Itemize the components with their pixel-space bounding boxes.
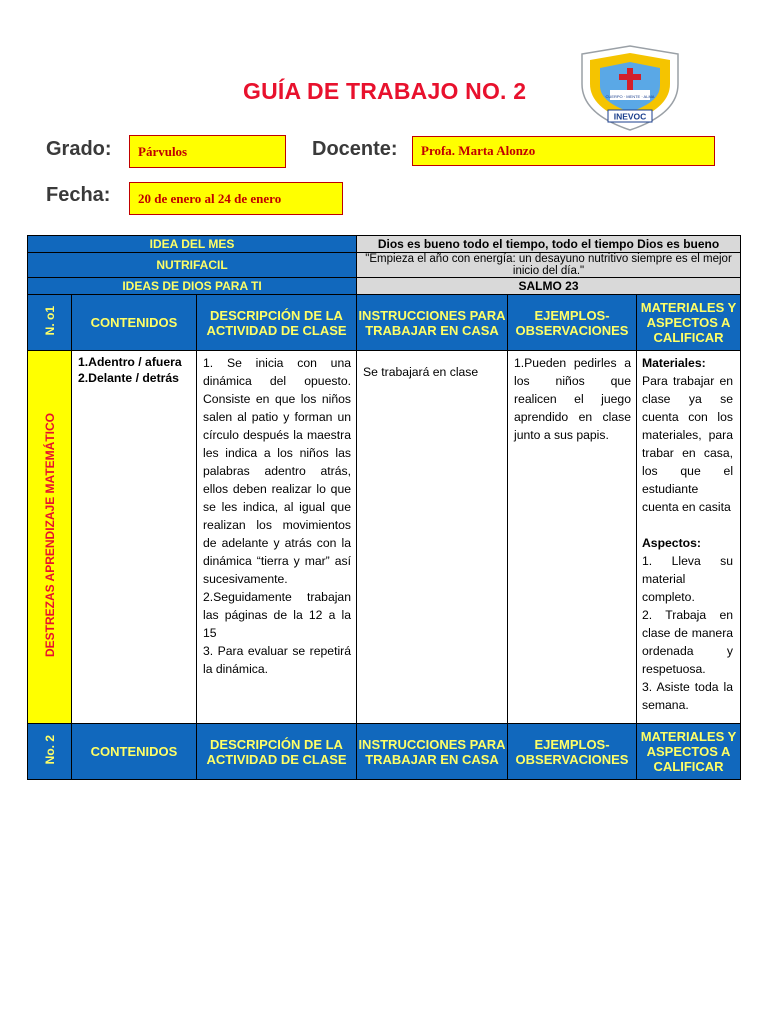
materiales-title: Materiales: [642,356,706,370]
row-number-label-2: No. 2 [42,735,57,765]
aspecto-item-3: 3. Asiste toda la semana. [642,680,734,712]
instrucciones-text: Se trabajará en clase [363,365,479,379]
materiales-text: Para trabajar en clase ya se cuenta con los materiales, para trabar en casa, los que el estudiante cuenta en casita [642,374,734,514]
side-label-cell [28,351,72,724]
aspecto-item-2: 2. Trabaja en clase de manera ordenada y respetuosa. [642,608,734,676]
descripcion-cell [197,351,357,724]
school-logo [570,44,690,134]
ideas-dios-label: IDEAS DE DIOS PARA TI [28,278,357,295]
descripcion-step-1: 1. Se inicia con una dinámica del opuesto. Consiste en que los niños salen al patio y forman un círculo después la maestra les indica a los niños las palabras adentro atrás, ellos deben realizar lo que se les indica, al igual que realizan los movimientos de adelante y atrás con la dinámica “tierra y mar” así sucesivamente. [203,356,351,586]
materiales-cell [637,351,741,724]
descripcion-step-2: 2.Seguidamente trabajan las páginas de la 12 a la 15 [203,590,351,640]
idea-mes-value: Dios es bueno todo el tiempo, todo el tiempo Dios es bueno [357,236,741,253]
row-number-header-1 [28,295,72,351]
work-guide-table [27,235,741,780]
grado-field[interactable]: Párvulos [129,135,286,168]
logo-motto: CUERPO · MENTE · ALMA [605,94,655,99]
ejemplos-cell [508,351,637,724]
instrucciones-cell [357,351,508,724]
idea-mes-label: IDEA DEL MES [28,236,357,253]
header-descripcion-2: DESCRIPCIÓN DE LA ACTIVIDAD DE CLASE [197,724,357,780]
contenido-item-2: 2.Delante / detrás [78,371,179,385]
fecha-field[interactable]: 20 de enero al 24 de enero [129,182,343,215]
contenidos-cell [72,351,197,724]
header-contenidos-2: CONTENIDOS [72,724,197,780]
header-instrucciones: INSTRUCCIONES PARA TRABAJAR EN CASA [357,295,508,351]
contenido-item-1: 1.Adentro / afuera [78,355,182,369]
grado-label: Grado: [46,138,112,160]
docente-field[interactable]: Profa. Marta Alonzo [412,136,715,166]
row-number-label-1: N. o1 [42,306,57,336]
descripcion-step-3: 3. Para evaluar se repetirá la dinámica. [203,644,351,676]
header-ejemplos-2: EJEMPLOS-OBSERVACIONES [508,724,637,780]
header-contenidos: CONTENIDOS [72,295,197,351]
aspectos-title: Aspectos: [642,536,701,550]
fecha-label: Fecha: [46,184,111,206]
page-title: GUÍA DE TRABAJO NO. 2 [243,78,527,104]
docente-label: Docente: [312,138,398,160]
nutrifacil-value: "Empieza el año con energía: un desayuno nutritivo siempre es el mejor inicio del día." [357,253,741,278]
header-ejemplos: EJEMPLOS-OBSERVACIONES [508,295,637,351]
header-descripcion: DESCRIPCIÓN DE LA ACTIVIDAD DE CLASE [197,295,357,351]
nutrifacil-label: NUTRIFACIL [28,253,357,278]
header-materiales: MATERIALES Y ASPECTOS A CALIFICAR [637,295,741,351]
row-number-header-2 [28,724,72,780]
ideas-dios-value: SALMO 23 [357,278,741,295]
header-materiales-2: MATERIALES Y ASPECTOS A CALIFICAR [637,724,741,780]
logo-text: INEVOC [613,111,647,122]
side-label: DESTREZAS APRENDIZAJE MATEMÁTICO [42,413,57,658]
aspecto-item-1: 1. Lleva su material completo. [642,554,734,604]
header-instrucciones-2: INSTRUCCIONES PARA TRABAJAR EN CASA [357,724,508,780]
ejemplos-text: 1.Pueden pedirles a los niños que realicen el juego aprendido en clase junto a sus papis. [514,356,631,442]
